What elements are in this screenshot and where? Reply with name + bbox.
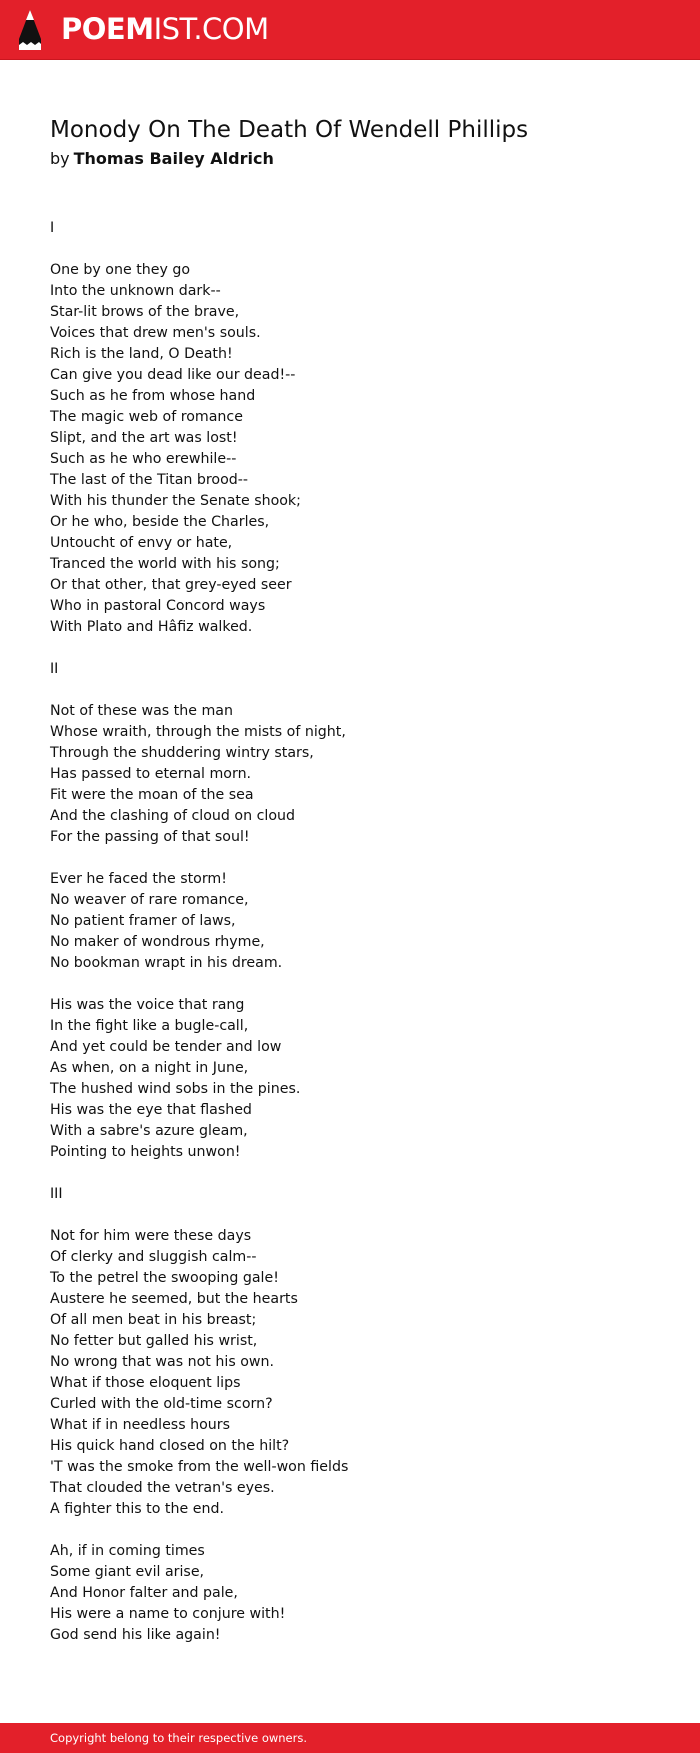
logo-bold-text: POEM bbox=[61, 12, 154, 46]
site-logo[interactable] bbox=[61, 11, 269, 47]
poem-body: I One by one they go Into the unknown dark-- Star-lit brows of the brave, Voices that drew men's souls. Rich is the land, O Death! Can give you dead like our dead!-- Such as he from whose hand The magic web of romance Slipt, and the art was lost! Such as he who erewhile-- The last of the Titan brood-- With his thunder the Senate shook; Or he who, beside the Charles, Untoucht of envy or hate, Tranced the world with his song; Or that other, that grey-eyed seer Who in pastoral Concord ways With Plato and Hâfiz walked. II Not of these was the man Whose wraith, through the mists of night, Through the shuddering wintry stars, Has passed to eternal morn. Fit were the moan of the sea And the clashing of cloud on cloud For the passing of that soul! Ever he faced the storm! No weaver of rare romance, No patient framer of laws, No maker of wondrous rhyme, No bookman wrapt in his dream. His was the voice that rang In the fight like a bugle-call, And yet could be tender and low As when, on a night in June, The hushed wind sobs in the pines. His was the eye that flashed With a sabre's azure gleam, Pointing to heights unwon! III Not for him were these days Of clerky and sluggish calm-- To the petrel the swooping gale! Austere he seemed, but the hearts Of all men beat in his breast; No fetter but galled his wrist, No wrong that was not his own. What if those eloquent lips Curled with the old-time scorn? What if in needless hours His quick hand closed on the hilt? 'T was the smoke from the well-won fields That clouded the vetran's eyes. A fighter this to the end. Ah, if in coming times Some giant evil arise, And Honor falter and pale, His were a name to conjure with! God send his like again! bbox=[50, 220, 349, 1643]
logo-light-text: IST.COM bbox=[153, 12, 269, 46]
author-name: Thomas Bailey Aldrich bbox=[73, 149, 274, 168]
byline bbox=[50, 147, 274, 171]
by-label: by bbox=[50, 149, 70, 168]
poem-title: Monody On The Death Of Wendell Phillips bbox=[50, 117, 529, 143]
copyright-notice: Copyright belong to their respective owners. bbox=[50, 1731, 308, 1745]
site-footer bbox=[0, 1723, 700, 1753]
pencil-icon[interactable] bbox=[17, 9, 43, 51]
site-header bbox=[0, 0, 700, 60]
